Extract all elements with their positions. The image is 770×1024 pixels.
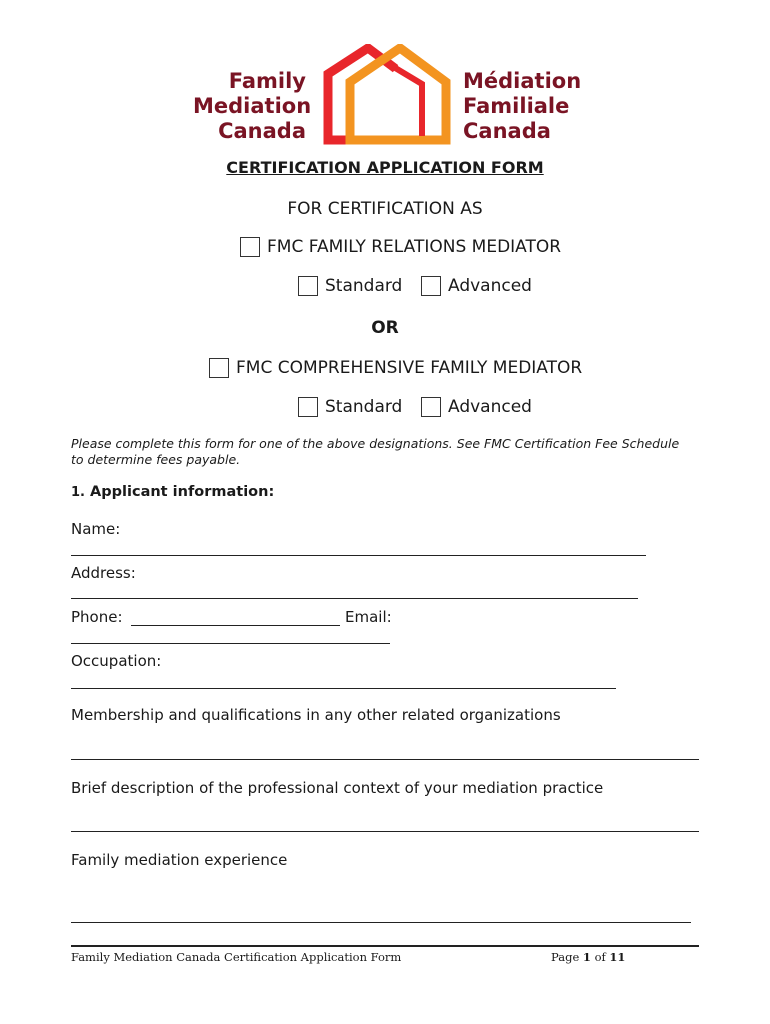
section-heading xyxy=(71,484,274,500)
or-separator: OR xyxy=(371,318,399,338)
email-label: Email: xyxy=(345,608,392,626)
option-family-relations[interactable] xyxy=(240,237,561,257)
logo-text-english xyxy=(193,69,312,144)
address-label: Address: xyxy=(71,564,136,582)
membership-field[interactable] xyxy=(71,759,699,760)
option2-standard-label: Standard xyxy=(325,397,403,417)
experience-label: Family mediation experience xyxy=(71,851,288,869)
option1-advanced-label: Advanced xyxy=(448,276,532,296)
footer-divider xyxy=(71,945,699,947)
comprehensive-checkbox[interactable] xyxy=(209,358,229,378)
occupation-label: Occupation: xyxy=(71,652,162,670)
option1-standard-label: Standard xyxy=(325,276,403,296)
instructions-note xyxy=(71,436,701,468)
option1-standard-checkbox[interactable] xyxy=(298,276,318,296)
option1-advanced-checkbox[interactable] xyxy=(421,276,441,296)
family-relations-label: FMC FAMILY RELATIONS MEDIATOR xyxy=(267,237,562,257)
note-line: to determine fees payable. xyxy=(71,452,241,467)
logo-word: Mediation xyxy=(193,94,312,118)
option2-advanced[interactable] xyxy=(421,397,532,417)
page-total: 11 xyxy=(609,950,626,964)
phone-label: Phone: xyxy=(71,608,123,626)
option2-advanced-label: Advanced xyxy=(448,397,532,417)
option2-standard-checkbox[interactable] xyxy=(298,397,318,417)
option-comprehensive[interactable] xyxy=(209,358,582,378)
option2-advanced-checkbox[interactable] xyxy=(421,397,441,417)
form-subtitle: FOR CERTIFICATION AS xyxy=(287,199,483,219)
option2-standard[interactable] xyxy=(298,397,402,417)
membership-label: Membership and qualifications in any other related organizations xyxy=(71,706,561,724)
footer-page-number xyxy=(551,950,625,964)
note-line: Please complete this form for one of the above designations. See FMC Certification Fee Schedule xyxy=(71,436,680,451)
context-field[interactable] xyxy=(71,831,699,832)
section-number: 1. xyxy=(71,485,85,500)
context-label: Brief description of the professional context of your mediation practice xyxy=(71,779,604,797)
option1-standard[interactable] xyxy=(298,276,402,296)
page-word: Page xyxy=(551,950,580,964)
name-field[interactable] xyxy=(71,555,646,556)
logo-word: Canada xyxy=(218,119,306,143)
logo-word: Canada xyxy=(463,119,551,143)
phone-field[interactable] xyxy=(131,625,340,626)
occupation-field[interactable] xyxy=(71,688,616,689)
email-field[interactable] xyxy=(71,643,390,644)
address-field[interactable] xyxy=(71,598,638,599)
section-title: Applicant information: xyxy=(90,484,275,500)
logo-word: Familiale xyxy=(463,94,570,118)
footer-form-name: Family Mediation Canada Certification Application Form xyxy=(71,950,402,964)
form-title: CERTIFICATION APPLICATION FORM xyxy=(226,158,544,177)
logo-text-french xyxy=(463,69,593,144)
logo-word: Family xyxy=(228,69,306,93)
family-relations-checkbox[interactable] xyxy=(240,237,260,257)
option1-advanced[interactable] xyxy=(421,276,532,296)
page-current: 1 xyxy=(582,950,591,964)
comprehensive-label: FMC COMPREHENSIVE FAMILY MEDIATOR xyxy=(236,358,583,378)
of-word: of xyxy=(594,950,606,964)
logo-word: Médiation xyxy=(463,69,582,93)
name-label: Name: xyxy=(71,520,121,538)
house-logo-icon xyxy=(316,44,456,146)
experience-field[interactable] xyxy=(71,922,691,923)
